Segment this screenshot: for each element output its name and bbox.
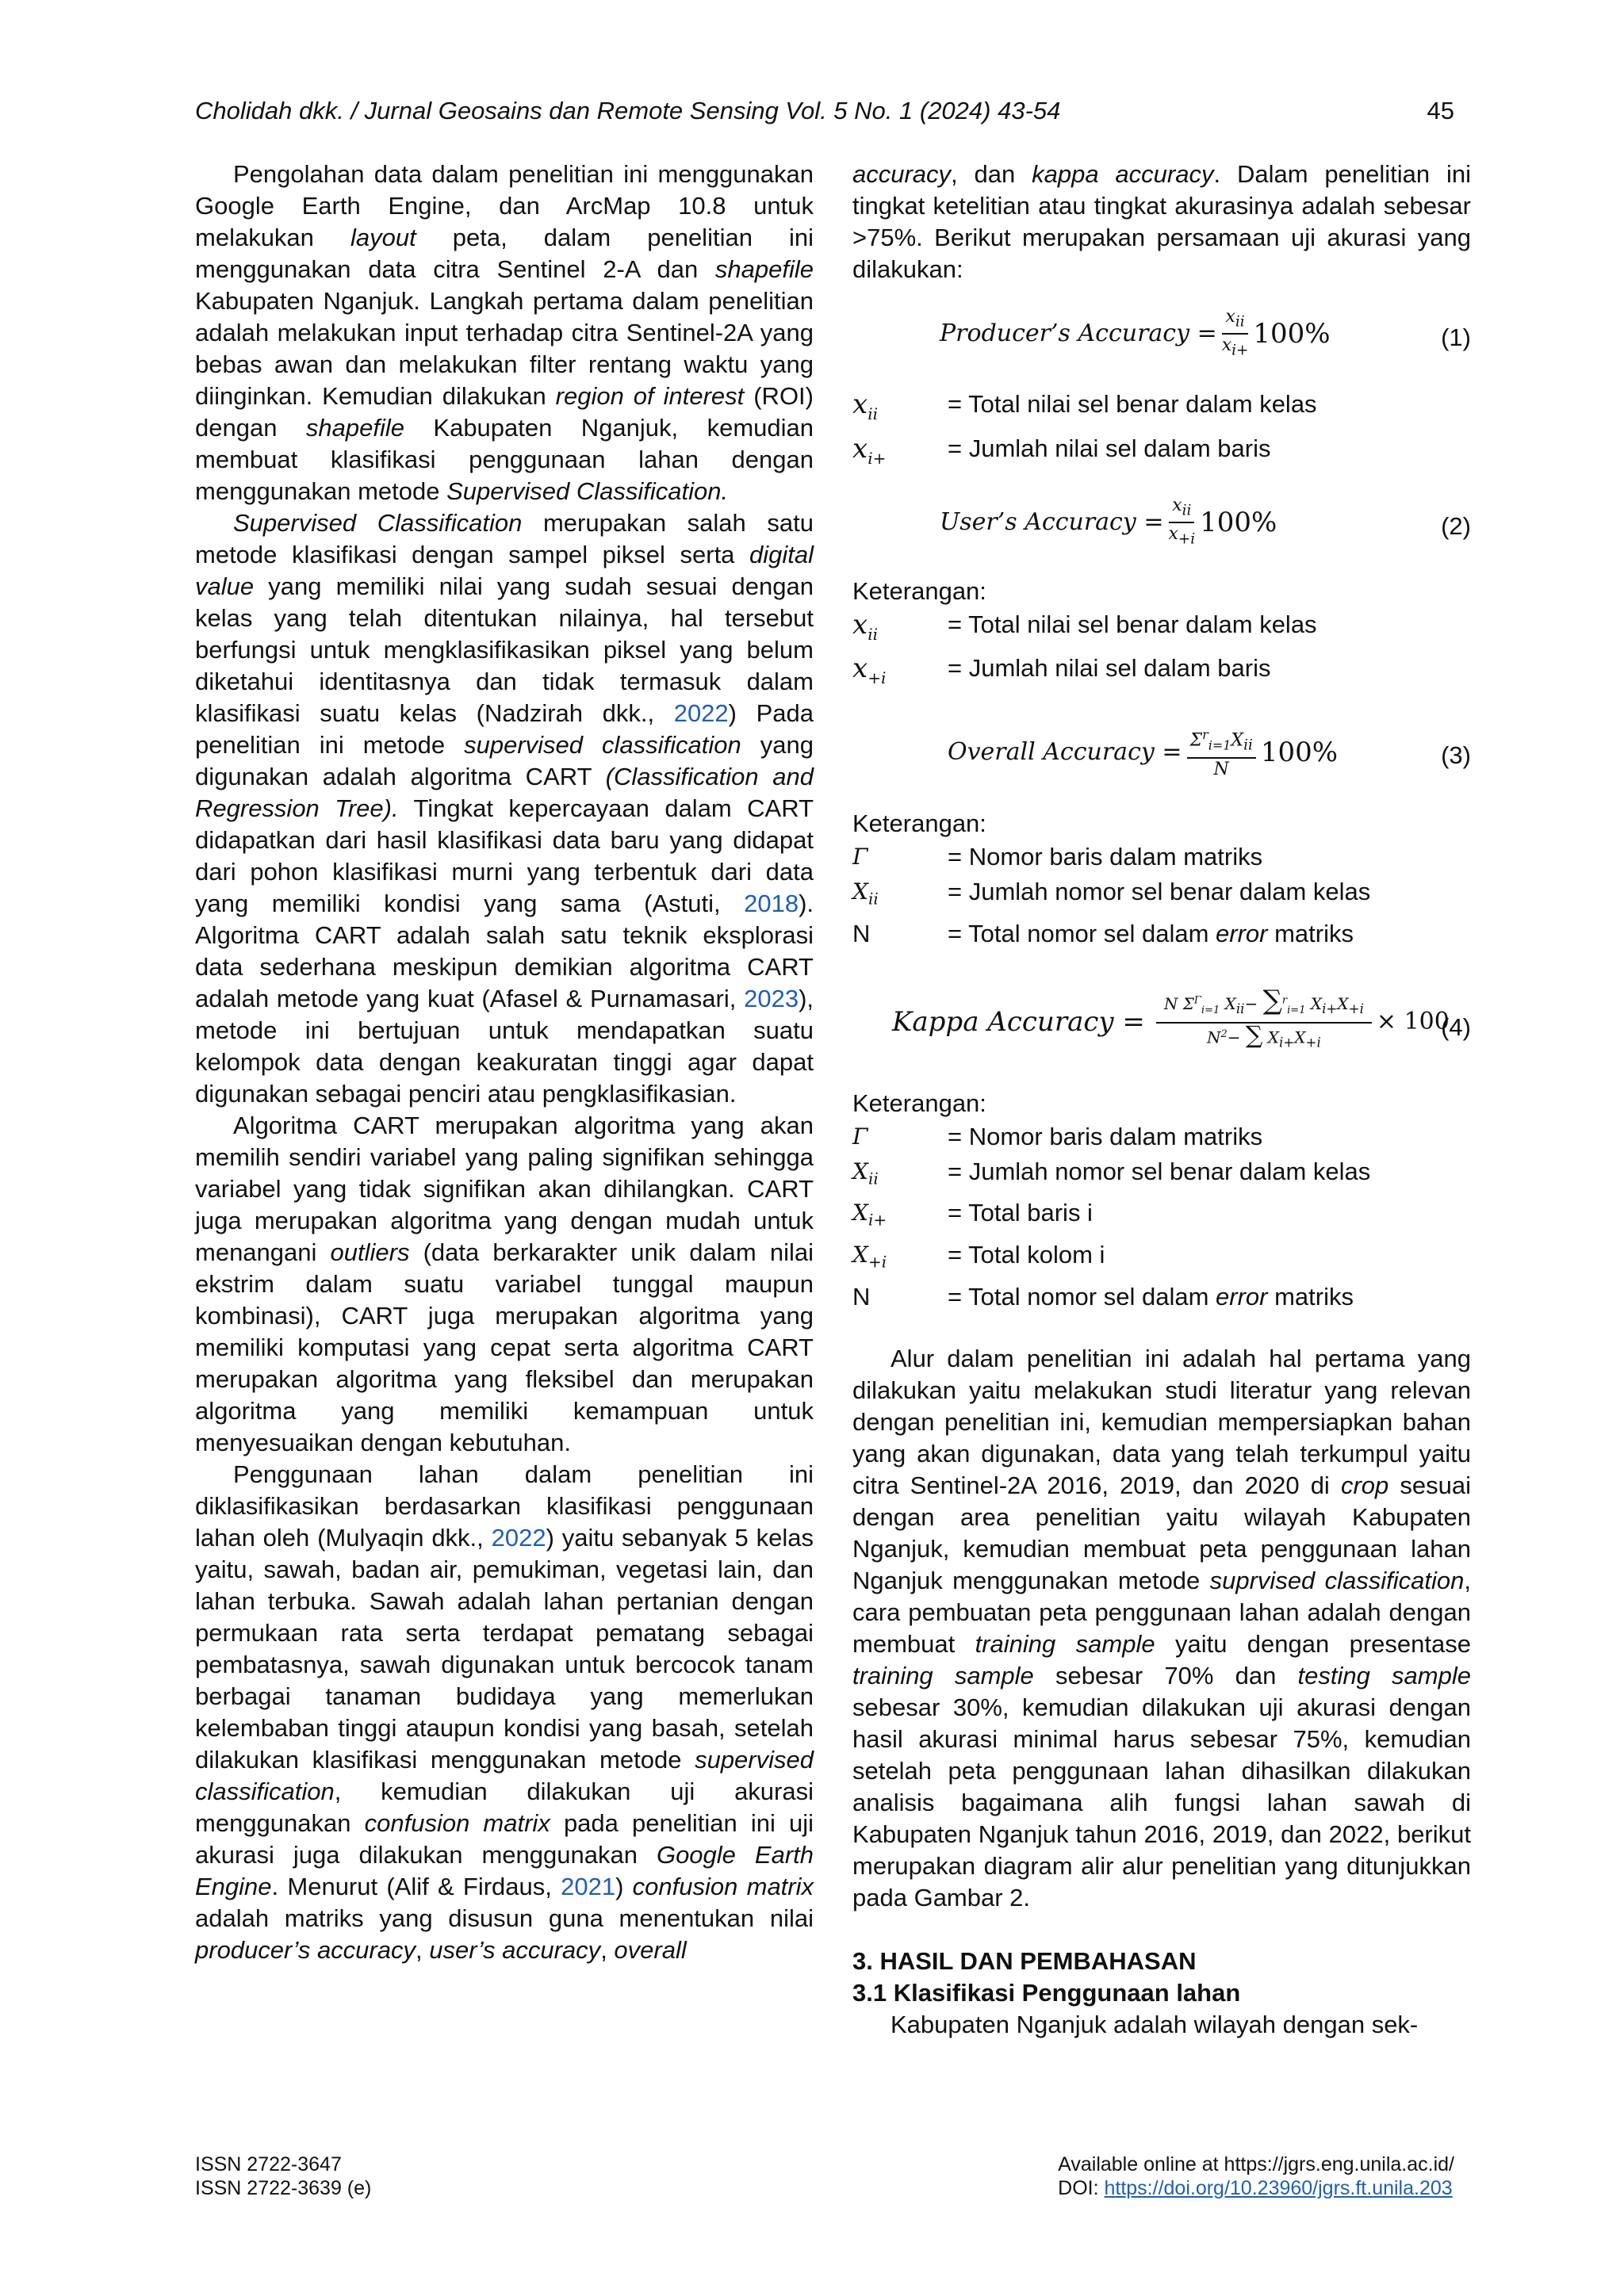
text-segment: Pengolahan data dalam penelitian ini menggunakan Google Earth Engine, dan ArcMap 10.8 untuk melakukan: [195, 160, 814, 251]
italic-term: (Classification and Regression Tree).: [195, 763, 814, 822]
citation-year-link[interactable]: 2021: [561, 1873, 616, 1900]
definition-symbol: N: [852, 1282, 871, 1311]
text-segment: ) Pada penelitian ini metode: [195, 699, 814, 759]
equation-users-accuracy: [852, 487, 1471, 558]
definitions-eq1: [852, 387, 1471, 476]
doi-label: DOI:: [1058, 2177, 1105, 2199]
text-segment: Alur dalam penelitian ini adalah hal pertama yang dilakukan yaitu melakukan studi literatur yang relevan dengan penelitian ini, kemudian mempersiapkan bahan yang akan digunakan, data yang telah terkumpul yaitu citra Sentinel-2A 2016, 2019, dan 2020 di: [852, 1344, 1471, 1499]
text-segment: ). Algoritma CART adalah salah satu teknik eksplorasi data sederhana meskipun demikian algoritma CART adalah metode yang kuat (Afasel & Purnamasari,: [195, 890, 814, 1012]
definitions-eq2: [852, 607, 1471, 696]
equation-label: Overall Accuracy =: [948, 738, 1182, 767]
definition-description: = Jumlah nilai sel dalam baris: [948, 434, 1271, 462]
citation-year-link[interactable]: 2022: [673, 699, 729, 727]
equation-producers-accuracy: [852, 298, 1471, 369]
text-segment: adalah matriks yang disusun guna menentukan nilai: [195, 1904, 814, 1932]
equation-fraction: $\frac{x_{ii}}{x_{+i}}$: [1168, 495, 1196, 548]
available-online: Available online at https://jgrs.eng.unila.ac.id/: [1058, 2153, 1454, 2175]
equation-fraction: $\frac{\Sigma^r_{i=1}X_{ii}}{N}$: [1187, 724, 1256, 781]
definitions-eq4: [852, 1119, 1471, 1314]
italic-term: digital value: [195, 541, 814, 600]
equation-percent: 100%: [1260, 737, 1339, 769]
italic-term: shapefile: [305, 414, 404, 442]
definition-symbol: $x_{+i}$: [852, 652, 887, 688]
citation-year-link[interactable]: 2023: [744, 985, 799, 1012]
definition-description: = Jumlah nomor sel benar dalam kelas: [948, 1157, 1371, 1185]
definition-row: [852, 1238, 1471, 1280]
italic-term: training sample: [975, 1629, 1155, 1658]
italic-term: testing sample: [1297, 1661, 1471, 1689]
definitions-eq3: [852, 840, 1471, 951]
text-segment: ,: [416, 1936, 430, 1964]
keterangan-label: Keterangan:: [852, 1089, 986, 1117]
text-segment: peta, dalam penelitian ini menggunakan data citra Sentinel 2-A dan: [195, 224, 814, 283]
italic-term: outliers: [330, 1238, 410, 1266]
definition-description: = Total baris i: [948, 1199, 1093, 1227]
text-segment: yang memiliki nilai yang sudah sesuai dengan kelas yang telah ditentukan nilainya, hal tersebut berfungsi untuk mengklasifikasikan piksel yang belum diketahui identitasnya dan tidak termasuk dalam klasifikasi suatu kelas (Nadzirah dkk.,: [195, 572, 814, 727]
definition-symbol: $X_{ii}$: [852, 1158, 879, 1188]
definition-symbol: $X_{+i}$: [852, 1241, 887, 1272]
definition-description: = Total nomor sel dalam error matriks: [948, 919, 1354, 947]
equation-fraction: $\frac{x_{ii}}{x_{i+}}$: [1221, 307, 1249, 359]
issn-online: ISSN 2722-3639 (e): [195, 2177, 372, 2199]
text-segment: , dan: [951, 160, 1032, 188]
equation-label: User’s Accuracy =: [940, 507, 1164, 536]
text-segment: sebesar 30%, kemudian dilakukan uji akurasi dengan hasil akurasi minimal harus sebesar 75%, kemudian setelah peta penggunaan lahan dihasilkan dilakukan analisis bagaimana alih fungsi lahan sawah di Kabupaten Nganjuk tahun 2016, 2019, dan 2022, berikut merupakan diagram alir alur penelitian yang ditunjukkan pada Gambar 2.: [852, 1693, 1471, 1911]
equation-fraction: $\frac{N \Sigma^\Gamma_{i=1} X_{ii}- \sum^r_{i=1} X_{i+}X_{+i}}{N^2- \sum X_{i+}X_{+i}}$: [1156, 989, 1372, 1054]
italic-term: suprvised classification: [1209, 1566, 1465, 1594]
definition-description: = Jumlah nilai sel dalam baris: [948, 654, 1271, 683]
italic-term: supervised classification: [464, 731, 741, 759]
definition-symbol: Γ: [852, 1123, 868, 1150]
italic-term: supervised classification: [195, 1746, 814, 1805]
paragraph-land-use-classes: [195, 1459, 814, 1966]
left-column: [195, 159, 814, 1966]
paragraph-accuracy-intro: [852, 159, 1471, 285]
paragraph-method-intro: [195, 159, 814, 507]
definition-row: [852, 651, 1471, 695]
equation-percent: 100%: [1253, 318, 1331, 350]
definition-row: [852, 1154, 1471, 1196]
keterangan-label: Keterangan:: [852, 576, 986, 605]
italic-term: confusion matrix: [364, 1809, 550, 1837]
definition-row: [852, 1280, 1471, 1314]
definition-row: [852, 431, 1471, 476]
page-number: 45: [1427, 97, 1454, 124]
text-segment: Penggunaan lahan dalam penelitian ini diklasifikasikan berdasarkan klasifikasi penggunaan lahan oleh (Mulyaqin dkk.,: [195, 1460, 814, 1552]
definition-symbol: $x_{i+}$: [852, 432, 887, 468]
running-title: Cholidah dkk. / Jurnal Geosains dan Remote Sensing Vol. 5 No. 1 (2024) 43-54: [195, 97, 1061, 124]
footer-issn: [195, 2152, 371, 2200]
italic-term: Supervised Classification: [233, 509, 523, 537]
section-heading: 3. HASIL DAN PEMBAHASAN: [852, 1946, 1197, 1975]
definition-symbol: $x_{ii}$: [852, 608, 878, 644]
paragraph-cart-algorithm: [195, 1110, 814, 1459]
definition-description: = Total nomor sel dalam error matriks: [948, 1282, 1354, 1311]
text-segment: ): [615, 1873, 633, 1900]
doi-link[interactable]: https://doi.org/10.23960/jgrs.ft.unila.203: [1104, 2177, 1453, 2199]
italic-term: accuracy: [852, 160, 952, 188]
text-segment: Algoritma CART merupakan algoritma yang akan memilih sendiri variabel yang paling signifikan sehingga variabel yang tidak signifikan akan dihilangkan. CART juga merupakan algoritma yang dengan mudah untuk menangani: [195, 1112, 814, 1266]
definition-row: [852, 607, 1471, 652]
definition-row: [852, 916, 1471, 951]
equation-number: (1): [1441, 323, 1471, 351]
italic-term: layout: [350, 224, 416, 251]
citation-year-link[interactable]: 2018: [744, 890, 799, 917]
definition-symbol: $x_{ii}$: [852, 388, 878, 423]
equation-times: × 100: [1376, 1007, 1450, 1035]
equation-overall-accuracy: [852, 716, 1471, 787]
equation-label: Producer’s Accuracy =: [940, 320, 1217, 348]
text-segment: Tingkat kepercayaan dalam CART didapatkan dari hasil klasifikasi data baru yang didapat dari pohon klasifikasi murni yang terbentuk dari data yang memiliki kondisi yang sama (Astuti,: [195, 794, 814, 917]
text-segment: ), metode ini bertujuan untuk mendapatkan suatu kelompok data dengan keakuratan tinggi agar dapat digunakan sebagai penciri atau pengklasifikasian.: [195, 985, 814, 1108]
italic-term: region of interest: [555, 382, 745, 410]
italic-term: Google Earth Engine: [195, 1841, 814, 1900]
definition-description: = Total nilai sel benar dalam kelas: [948, 390, 1317, 418]
text-segment: . Menurut (Alif & Firdaus,: [271, 1873, 561, 1900]
paragraph-research-flow: [852, 1343, 1471, 1914]
text-segment: yaitu dengan presentase: [1155, 1629, 1471, 1658]
italic-term: crop: [1340, 1471, 1389, 1499]
text-segment: , cara pembuatan peta penggunaan lahan adalah dengan membuat: [852, 1566, 1471, 1658]
text-segment: merupakan salah satu metode klasifikasi dengan sampel piksel serta: [195, 509, 814, 568]
definition-row: [852, 1196, 1471, 1238]
equation-percent: 100%: [1200, 506, 1277, 538]
definition-symbol: $X_{i+}$: [852, 1200, 887, 1230]
text-segment: Kabupaten Nganjuk. Langkah pertama dalam penelitian adalah melakukan input terhadap citra Sentinel-2A yang bebas awan dan melakukan filter rentang waktu yang diinginkan. Kemudian dilakukan: [195, 287, 814, 410]
italic-term: confusion matrix: [632, 1873, 814, 1900]
text-segment: Kabupaten Nganjuk, kemudian membuat klasifikasi penggunaan lahan dengan menggunakan metode: [195, 414, 814, 505]
equation-number: (4): [1441, 1012, 1471, 1041]
definition-row: [852, 840, 1471, 874]
definition-row: [852, 874, 1471, 916]
text-segment: sebesar 70% dan: [1033, 1661, 1298, 1689]
definition-symbol: Γ: [852, 844, 868, 871]
text-segment: (data berkarakter unik dalam nilai ekstrim dalam suatu variabel tunggal maupun kombinasi), CART juga merupakan algoritma yang memiliki komputasi yang cepat serta algoritma CART merupakan algoritma yang fleksibel dan merupakan algoritma yang memiliki kemampuan untuk menyesuaikan dengan kebutuhan.: [195, 1238, 814, 1456]
text-segment: yang digunakan adalah algoritma CART: [195, 731, 814, 790]
equation-number: (2): [1441, 511, 1471, 540]
equation-number: (3): [1441, 741, 1471, 770]
italic-term: user’s accuracy: [429, 1936, 601, 1964]
paragraph-continuation: Kabupaten Nganjuk adalah wilayah dengan sek-: [891, 2010, 1419, 2038]
equation-kappa-accuracy: [852, 983, 1471, 1070]
text-segment: , kemudian dilakukan uji akurasi menggunakan: [195, 1777, 814, 1837]
paragraph-supervised-classification: [195, 507, 814, 1110]
citation-year-link[interactable]: 2022: [491, 1524, 546, 1552]
text-segment: ,: [600, 1936, 615, 1964]
text-segment: . Dalam penelitian ini tingkat ketelitian atau tingkat akurasinya adalah sebesar >75%. Berikut merupakan persamaan uji akurasi yang dilakukan:: [852, 160, 1471, 283]
keterangan-label: Keterangan:: [852, 809, 986, 838]
text-segment: pada penelitian ini uji akurasi juga dilakukan menggunakan: [195, 1809, 814, 1869]
definition-description: = Total kolom i: [948, 1240, 1105, 1269]
definition-description: = Jumlah nomor sel benar dalam kelas: [948, 878, 1371, 906]
italic-term: Supervised Classification.: [446, 477, 729, 505]
definition-symbol: $X_{ii}$: [852, 878, 879, 909]
text-segment: sesuai dengan area penelitian yaitu wilayah Kabupaten Nganjuk, kemudian membuat peta penggunaan lahan Nganjuk menggunakan metode: [852, 1471, 1471, 1594]
text-segment: ) yaitu sebanyak 5 kelas yaitu, sawah, badan air, pemukiman, vegetasi lain, dan lahan terbuka. Sawah adalah lahan pertanian dengan permukaan rata serta terdapat pematang sebagai pembatasnya, sawah digunakan untuk bercocok tanam berbagai tanaman budidaya yang memerlukan kelembaban tinggi ataupun kondisi yang basah, setelah dilakukan klasifikasi menggunakan metode: [195, 1524, 814, 1774]
definition-row: [852, 387, 1471, 431]
subsection-heading: 3.1 Klasifikasi Penggunaan lahan: [852, 1978, 1241, 2007]
definition-row: [852, 1119, 1471, 1154]
definition-symbol: N: [852, 919, 871, 947]
italic-term: producer’s accuracy: [195, 1936, 416, 1964]
equation-label: Kappa Accuracy =: [892, 1005, 1145, 1038]
definition-description: = Nomor baris dalam matriks: [948, 843, 1263, 871]
issn-print: ISSN 2722-3647: [195, 2153, 342, 2175]
footer-availability: [1058, 2152, 1454, 2200]
italic-term: training sample: [852, 1661, 1034, 1689]
definition-description: = Nomor baris dalam matriks: [948, 1122, 1263, 1150]
italic-term: overall: [614, 1936, 687, 1964]
definition-description: = Total nilai sel benar dalam kelas: [948, 610, 1317, 638]
italic-term: kappa accuracy: [1032, 160, 1214, 188]
right-column: [852, 159, 1471, 2041]
text-segment: (ROI) dengan: [195, 382, 814, 442]
italic-term: shapefile: [714, 255, 814, 283]
